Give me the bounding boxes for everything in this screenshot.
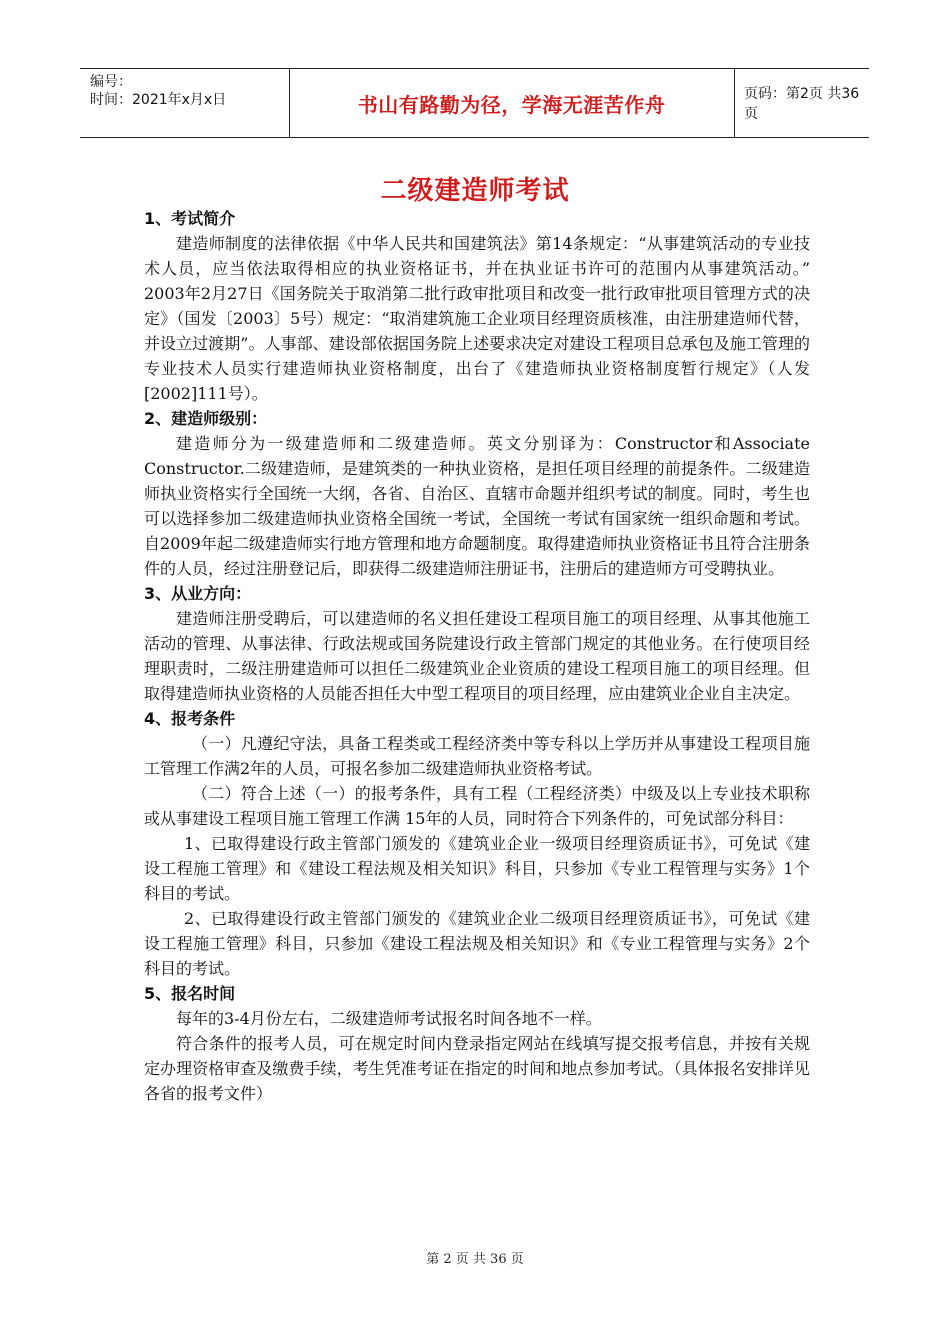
- section-eligibility: [144, 706, 810, 981]
- header-divider: [734, 69, 735, 137]
- header-motto: 书山有路勤为径，学海无涯苦作舟: [357, 92, 666, 117]
- header-page-number: 页码：第2页 共36页: [744, 86, 860, 122]
- section-heading: 3、从业方向：: [144, 584, 252, 603]
- paragraph: 每年的3-4月份左右，二级建造师考试报名时间各地不一样。: [176, 1009, 602, 1028]
- page-footer: 第 2 页 共 36 页: [426, 1252, 524, 1267]
- header-number: 编号：: [90, 74, 132, 90]
- header-meta: [90, 73, 282, 109]
- section-heading: 1、考试简介: [144, 209, 236, 228]
- paragraph: （一）凡遵纪守法，具备工程类或工程经济类中等专科以上学历并从事建设工程项目施工管理工作满2年的人员，可报名参加二级建造师执业资格考试。: [144, 734, 810, 778]
- section-registration: [144, 981, 810, 1106]
- document-title: 二级建造师考试: [380, 176, 570, 206]
- paragraph: 建造师制度的法律依据《中华人民共和国建筑法》第14条规定：“从事建筑活动的专业技术人员，应当依法取得相应的执业资格证书，并在执业证书许可的范围内从事建筑活动。” 2003年2月27日《国务院关于取消第二批行政审批项目和改变一批行政审批项目管理方式的决定》（国发〔2003〕5号）规定：“取消建筑施工企业项目经理资质核准，由注册建造师代替，并设立过渡期”。人事部、建设部依据国务院上述要求决定对建设工程项目总承包及施工管理的专业技术人员实行建造师执业资格制度，出台了《建造师执业资格制度暂行规定》（人发[2002]111号）。: [144, 234, 810, 403]
- paragraph: 1、已取得建设行政主管部门颁发的《建筑业企业一级项目经理资质证书》，可免试《建设工程施工管理》和《建设工程法规及相关知识》科目，只参加《专业工程管理与实务》1个科目的考试。: [144, 834, 810, 903]
- header-date: 时间：2021年x月x日: [90, 92, 227, 108]
- section-heading: 4、报考条件: [144, 709, 236, 728]
- paragraph: 建造师注册受聘后，可以建造师的名义担任建设工程项目施工的项目经理、从事其他施工活动的管理、从事法律、行政法规或国务院建设行政主管部门规定的其他业务。在行使项目经理职责时，二级注册建造师可以担任二级建筑业企业资质的建设工程项目施工的项目经理。但取得建造师执业资格的人员能否担任大中型工程项目的项目经理，应由建筑业企业自主决定。: [144, 609, 810, 703]
- section-intro: [144, 206, 810, 406]
- paragraph: 2、已取得建设行政主管部门颁发的《建筑业企业二级项目经理资质证书》，可免试《建设工程施工管理》科目，只参加《建设工程法规及相关知识》和《专业工程管理与实务》2个科目的考试。: [144, 909, 810, 978]
- document-body: [144, 206, 810, 1106]
- paragraph: 符合条件的报考人员，可在规定时间内登录指定网站在线填写提交报考信息，并按有关规定办理资格审查及缴费手续，考生凭准考证在指定的时间和地点参加考试。（具体报名安排详见各省的报考文件）: [144, 1034, 810, 1103]
- paragraph: 建造师分为一级建造师和二级建造师。英文分别译为：Constructor和Associate Constructor.二级建造师，是建筑类的一种执业资格，是担任项目经理的前提条件。二级建造师执业资格实行全国统一大纲，各省、自治区、直辖市命题并组织考试的制度。同时，考生也可以选择参加二级建造师执业资格全国统一考试，全国统一考试有国家统一组织命题和考试。自2009年起二级建造师实行地方管理和地方命题制度。取得建造师执业资格证书且符合注册条件的人员，经过注册登记后，即获得二级建造师注册证书，注册后的建造师方可受聘执业。: [144, 434, 810, 578]
- section-career: [144, 581, 810, 706]
- section-levels: [144, 406, 810, 581]
- section-heading: 2、建造师级别：: [144, 409, 268, 428]
- page-header: [80, 68, 869, 138]
- section-heading: 5、报名时间: [144, 984, 236, 1003]
- paragraph: （二）符合上述（一）的报考条件，具有工程（工程经济类）中级及以上专业技术职称或从事建设工程项目施工管理工作满 15年的人员，同时符合下列条件的，可免试部分科目：: [144, 784, 810, 828]
